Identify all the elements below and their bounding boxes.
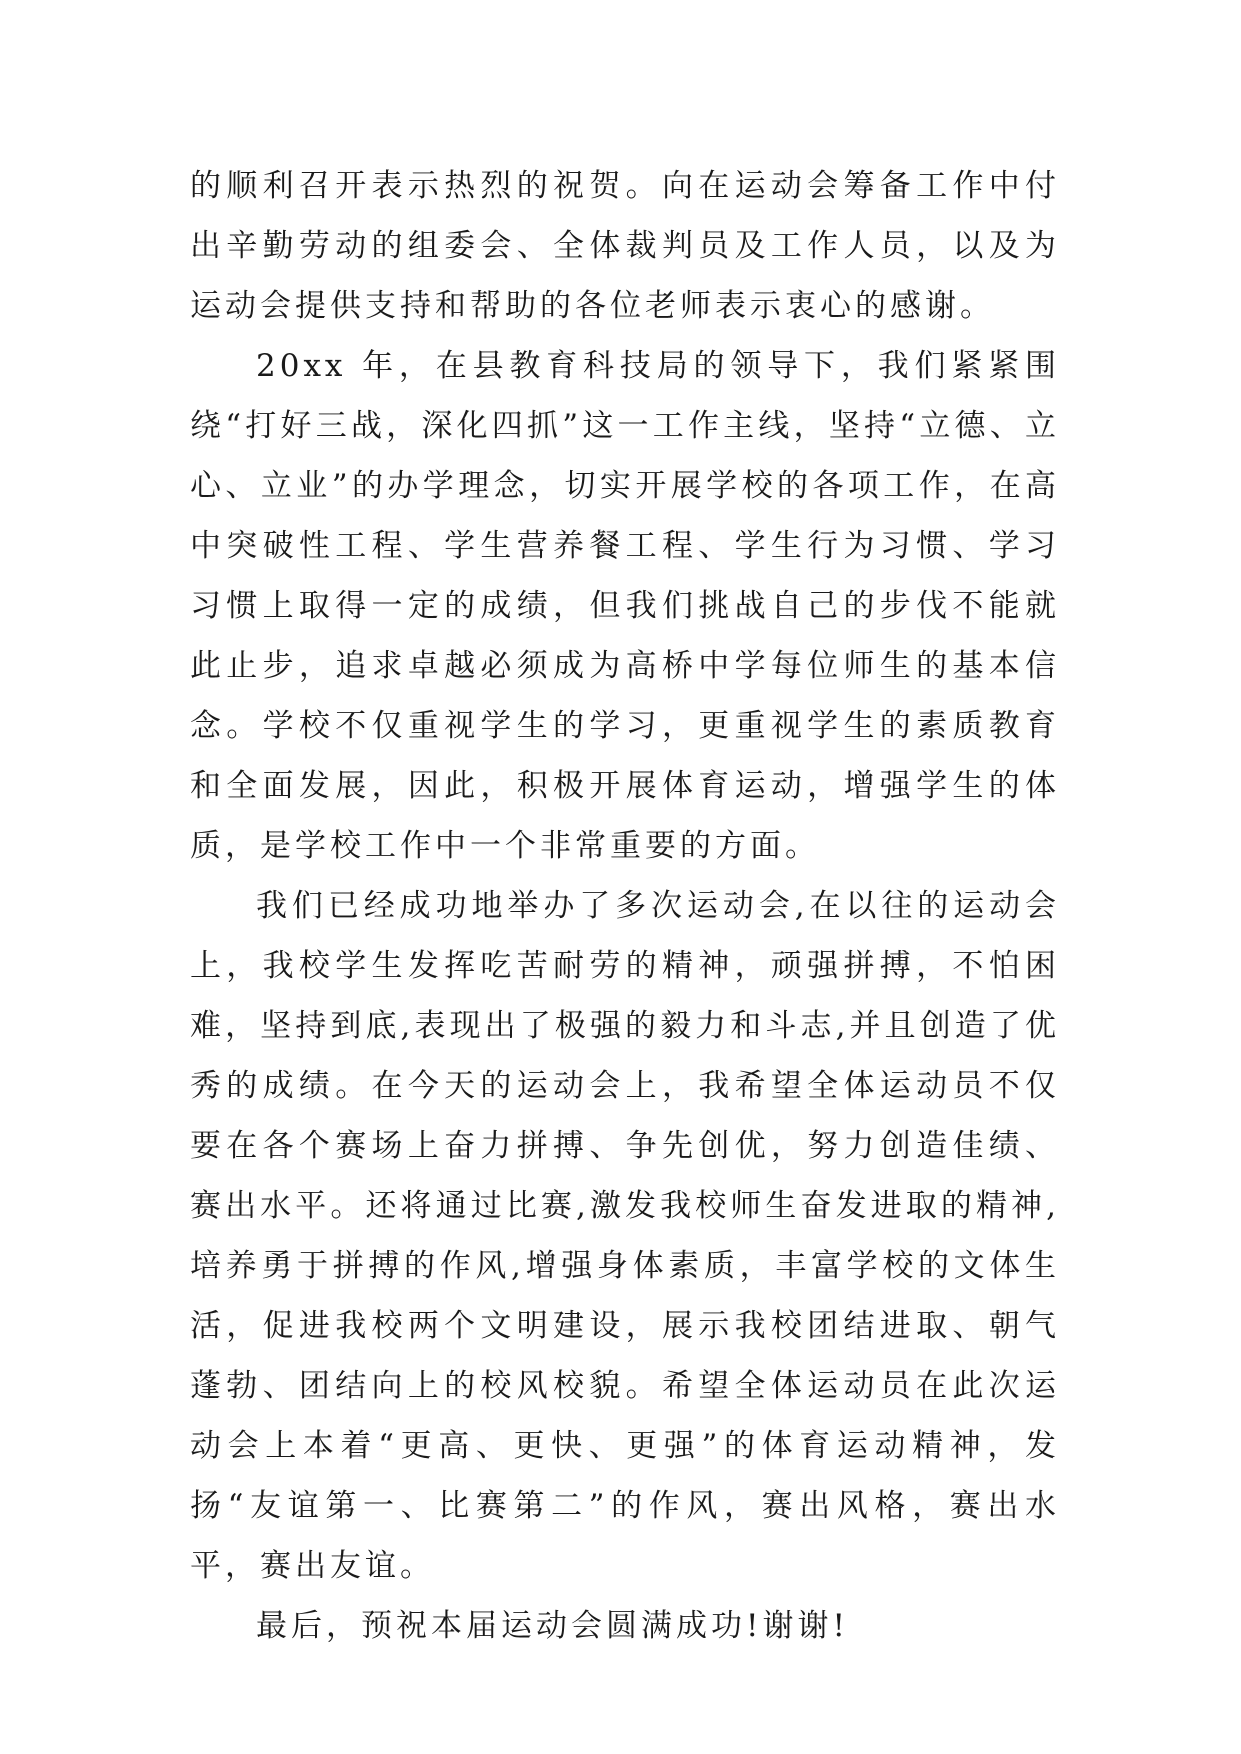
paragraph-sports-meet: 我们已经成功地举办了多次运动会,在以往的运动会上，我校学生发挥吃苦耐劳的精神，顽强拼搏，不怕困难，坚持到底,表现出了极强的毅力和斗志,并且创造了优秀的成绩。在今天的运动会上，我希望全体运动员不仅要在各个赛场上奋力拼搏、争先创优，努力创造佳绩、赛出水平。还将通过比赛,激发我校师生奋发进取的精神,培养勇于拼搏的作风,增强身体素质，丰富学校的文体生活，促进我校两个文明建设，展示我校团结进取、朝气蓬勃、团结向上的校风校貌。希望全体运动员在此次运动会上本着“更高、更快、更强”的体育运动精神，发扬“友谊第一、比赛第二”的作风，赛出风格，赛出水平，赛出友谊。 (190, 888, 1060, 1584)
paragraph-school-work: 20xx 年，在县教育科技局的领导下，我们紧紧围绕“打好三战，深化四抓”这一工作主线，坚持“立德、立心、立业”的办学理念，切实开展学校的各项工作，在高中突破性工程、学生营养餐工程、学生行为习惯、学习习惯上取得一定的成绩，但我们挑战自己的步伐不能就此止步，追求卓越必须成为高桥中学每位师生的基本信念。学校不仅重视学生的学习，更重视学生的素质教育和全面发展，因此，积极开展体育运动，增强学生的体质，是学校工作中一个非常重要的方面。 (190, 348, 1060, 864)
paragraph-closing: 最后，预祝本届运动会圆满成功!谢谢! (256, 1608, 849, 1644)
document-body (190, 156, 1060, 1656)
paragraph-continuation: 的顺利召开表示热烈的祝贺。向在运动会筹备工作中付出辛勤劳动的组委会、全体裁判员及工作人员，以及为运动会提供支持和帮助的各位老师表示衷心的感谢。 (190, 168, 1060, 324)
